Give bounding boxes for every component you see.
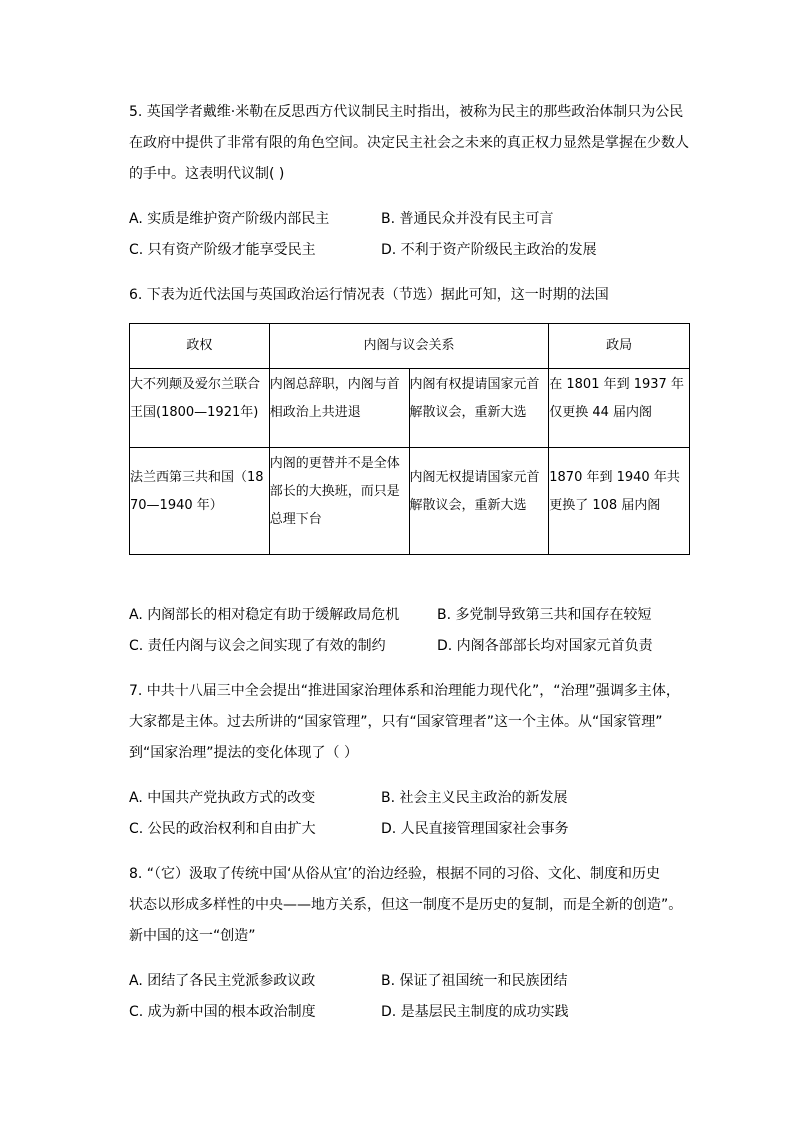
q8-stem-line1: 8. “（它）汲取了传统中国‘从俗从宜’的治边经验，根据不同的习俗、文化、制度和历史 [129, 866, 660, 882]
q5-stem-line1: 5. 英国学者戴维·米勒在反思西方代议制民主时指出，被称为民主的那些政治体制只为公民 [129, 104, 684, 120]
q7-option-a: A. 中国共产党执政方式的改变 [129, 790, 316, 806]
q5-option-d: D. 不利于资产阶级民主政治的发展 [381, 242, 597, 258]
cell-relation-2 [409, 369, 549, 448]
q8-stem-line3: 新中国的这一“创造” [129, 928, 256, 944]
cell-text: 法兰西第三共和国（1870—1940 年） [130, 470, 264, 513]
q5-stem-line2: 在政府中提供了非常有限的角色空间。决定民主社会之未来的真正权力显然是掌握在少数人 [129, 135, 689, 151]
cell-text: 1870 年到 1940 年共更换了 108 届内阁 [549, 470, 680, 513]
cell-text: 在 1801 年到 1937 年仅更换 44 届内阁 [549, 377, 684, 420]
header-relation: 内阁与议会关系 [269, 324, 549, 369]
q6-stem: 6. 下表为近代法国与英国政治运行情况表（节选）据此可知，这一时期的法国 [129, 287, 609, 303]
q6-option-b: B. 多党制导致第三共和国存在较短 [437, 607, 652, 623]
q5-option-c: C. 只有资产阶级才能享受民主 [129, 242, 316, 258]
q7-stem-line3: 到“国家治理”提法的变化体现了（ ） [129, 745, 358, 761]
q7-option-c: C. 公民的政治权利和自由扩大 [129, 821, 316, 837]
cell-regime [130, 448, 270, 555]
table-header-row [130, 324, 690, 369]
cell-text: 大不列颠及爱尔兰联合王国(1800—1921年) [130, 377, 261, 420]
cell-text: 内阁有权提请国家元首解散议会，重新大选 [409, 377, 540, 420]
table-row [130, 448, 690, 555]
q7-option-d: D. 人民直接管理国家社会事务 [381, 821, 569, 837]
q7-stem-line1: 7. 中共十八届三中全会提出“推进国家治理体系和治理能力现代化”，“治理”强调多主体， [129, 683, 680, 699]
cell-text: 内阁无权提请国家元首解散议会，重新大选 [409, 470, 540, 513]
header-regime: 政权 [130, 324, 270, 369]
cell-situation [549, 369, 690, 448]
cell-text: 内阁的更替并不是全体部长的大换班，而只是总理下台 [269, 456, 400, 527]
q6-option-c: C. 责任内阁与议会之间实现了有效的制约 [129, 638, 386, 654]
cell-regime [130, 369, 270, 448]
q7-option-b: B. 社会主义民主政治的新发展 [381, 790, 568, 806]
q8-option-c: C. 成为新中国的根本政治制度 [129, 1004, 316, 1020]
q6-option-d: D. 内阁各部部长均对国家元首负责 [437, 638, 653, 654]
q5-option-b: B. 普通民众并没有民主可言 [381, 211, 554, 227]
q8-option-d: D. 是基层民主制度的成功实践 [381, 1004, 569, 1020]
cell-situation [549, 448, 690, 555]
cell-relation-2 [409, 448, 549, 555]
q5-stem-line3: 的手中。这表明代议制( ) [129, 166, 285, 182]
q6-option-a: A. 内阁部长的相对稳定有助于缓解政局危机 [129, 607, 400, 623]
q7-stem-line2: 大家都是主体。过去所讲的“国家管理”，只有“国家管理者”这一个主体。从“国家管理” [129, 714, 663, 730]
table-row [130, 369, 690, 448]
cell-relation-1 [269, 369, 409, 448]
header-situation: 政局 [549, 324, 690, 369]
q8-option-b: B. 保证了祖国统一和民族团结 [381, 973, 568, 989]
q8-stem-line2: 状态以形成多样性的中央——地方关系，但这一制度不是历史的复制，而是全新的创造”。 [129, 897, 683, 913]
q6-table [129, 323, 690, 555]
q5-option-a: A. 实质是维护资产阶级内部民主 [129, 211, 330, 227]
q8-option-a: A. 团结了各民主党派参政议政 [129, 973, 316, 989]
cell-relation-1 [269, 448, 409, 555]
cell-text: 内阁总辞职，内阁与首相政治上共进退 [269, 377, 400, 420]
